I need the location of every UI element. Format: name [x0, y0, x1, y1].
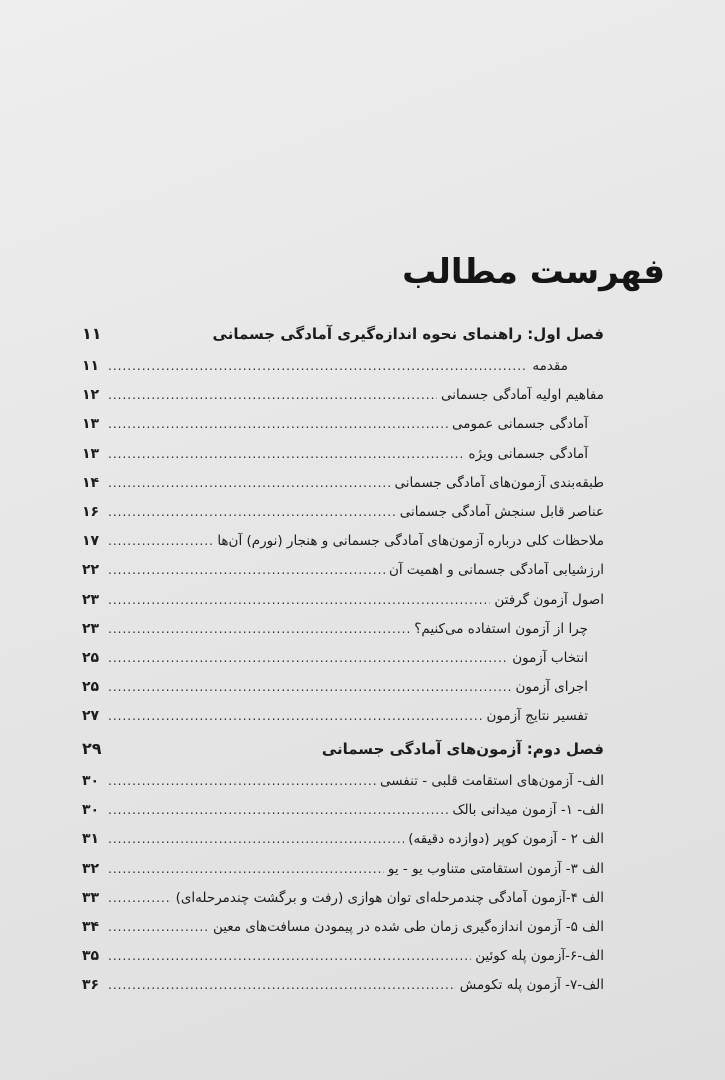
chapter-heading [82, 733, 604, 765]
toc-entry [82, 767, 604, 796]
toc-entry-page: ۳۰ [82, 802, 100, 819]
toc-entry-page: ۱۳ [82, 445, 100, 462]
chapter-heading [82, 318, 604, 350]
toc-entry-page: ۱۱ [82, 358, 100, 374]
toc-entry-label: الف-۶-آزمون پله کوئین [475, 948, 604, 965]
toc-entry [82, 498, 604, 527]
toc-entry-page: ۳۱ [82, 831, 100, 848]
dot-leader [108, 586, 490, 615]
toc-entry-page: ۳۴ [82, 918, 100, 935]
toc-entry [82, 942, 604, 971]
chapter-title: فصل اول: راهنمای نحوه اندازه‌گیری آمادگی جسمانی [212, 325, 604, 343]
dot-leader [108, 825, 404, 854]
toc-entry-page: ۲۲ [82, 562, 100, 579]
toc-entry-page: ۱۷ [82, 533, 100, 550]
toc-entry-page: ۲۳ [82, 620, 100, 637]
toc-entry-page: ۳۲ [82, 860, 100, 877]
toc-entry-page: ۱۴ [82, 474, 100, 491]
dot-leader [108, 702, 482, 731]
toc-entry-label: اجرای آزمون [515, 679, 588, 696]
dot-leader [108, 527, 213, 556]
toc-entry-label: آمادگی جسمانی عمومی [451, 416, 588, 433]
chapter-1-section [82, 318, 604, 731]
toc-entry-label: الف- آزمون‌های استقامت قلبی - تنفسی [380, 773, 604, 789]
toc-entry [82, 469, 604, 498]
toc-entry [82, 702, 604, 731]
toc-entry-label: ارزشیابی آمادگی جسمانی و اهمیت آن [388, 562, 604, 579]
toc-entry-label: الف ۴-آزمون آمادگی چندمرحله‌ای توان هوازی (رفت و برگشت چندمرحله‌ای) [175, 889, 604, 906]
toc-entry-page: ۳۰ [82, 773, 100, 789]
toc-entry-label: تفسیر نتایج آزمون [486, 708, 588, 725]
dot-leader [108, 556, 385, 585]
dot-leader [108, 381, 437, 410]
toc-entry [82, 586, 604, 615]
dot-leader [108, 855, 384, 884]
toc-entry-label: الف ۵- آزمون اندازه‌گیری زمان طی شده در پیمودن مسافت‌های معین [212, 918, 604, 935]
toc-entry-page: ۳۳ [82, 889, 100, 906]
toc-entry-label: ملاحظات کلی درباره آزمون‌های آمادگی جسمانی و هنجار (نورم) آن‌ها [217, 533, 604, 550]
toc-entry-page: ۱۶ [82, 503, 100, 520]
page-title: فهرست مطالب [402, 252, 665, 292]
toc-entry-label: الف-۷- آزمون پله تکومش [459, 977, 604, 994]
toc-entry [82, 527, 604, 556]
toc-entry-label: عناصر قابل سنجش آمادگی جسمانی [399, 503, 604, 520]
dot-leader [108, 615, 410, 644]
toc-entry-page: ۳۵ [82, 948, 100, 965]
toc-entry-label: مفاهیم اولیه آمادگی جسمانی [440, 387, 604, 404]
toc-entry [82, 644, 604, 673]
toc-entry-page: ۲۵ [82, 679, 100, 696]
dot-leader [108, 410, 448, 439]
toc-entry-label: الف ۳- آزمون استقامتی متناوب یو - یو [387, 860, 604, 877]
toc-entry-page: ۲۷ [82, 708, 100, 725]
toc-entry [82, 971, 604, 1000]
toc-entry [82, 410, 604, 439]
toc-entry [82, 825, 604, 854]
toc-entry-label: انتخاب آزمون [512, 649, 588, 666]
dot-leader [108, 913, 209, 942]
toc-entry-page: ۱۳ [82, 416, 100, 433]
chapter-title: فصل دوم: آزمون‌های آمادگی جسمانی [321, 740, 604, 758]
dot-leader [108, 884, 172, 913]
dot-leader [108, 352, 528, 381]
dot-leader [108, 440, 465, 469]
toc-entry [82, 796, 604, 825]
toc-entry-label: الف ۲ - آزمون کوپر (دوازده دقیقه) [408, 831, 604, 848]
toc-entry [82, 913, 604, 942]
dot-leader [108, 673, 511, 702]
dot-leader [108, 942, 471, 971]
toc-entry-page: ۲۳ [82, 591, 100, 608]
toc-entry-label: الف- ۱- آزمون میدانی بالک [452, 802, 604, 819]
chapter-2-section [82, 733, 604, 1001]
toc-entry [82, 855, 604, 884]
toc-entry-label: چرا از آزمون استفاده می‌کنیم؟ [414, 620, 588, 637]
dot-leader [108, 971, 456, 1000]
toc-entry [82, 381, 604, 410]
toc-entry-label: آمادگی جسمانی ویژه [468, 445, 588, 462]
toc-entry [82, 352, 604, 381]
dot-leader [108, 644, 508, 673]
toc-entry [82, 556, 604, 585]
chapter-page-number: ۱۱ [82, 324, 102, 343]
dot-leader [108, 796, 448, 825]
toc-entry-page: ۲۵ [82, 649, 100, 666]
dot-leader [108, 767, 376, 796]
toc-entry [82, 673, 604, 702]
toc-entry-page: ۳۶ [82, 977, 100, 994]
toc-entry-label: اصول آزمون گرفتن [494, 591, 604, 608]
toc-entry [82, 884, 604, 913]
toc-entry-label: مقدمه [532, 358, 568, 374]
toc-entry-label: طبقه‌بندی آزمون‌های آمادگی جسمانی [394, 474, 604, 491]
chapter-page-number: ۲۹ [82, 739, 102, 758]
dot-leader [108, 469, 390, 498]
toc-entry [82, 615, 604, 644]
toc-entry-page: ۱۲ [82, 387, 100, 404]
dot-leader [108, 498, 396, 527]
toc-entry [82, 440, 604, 469]
